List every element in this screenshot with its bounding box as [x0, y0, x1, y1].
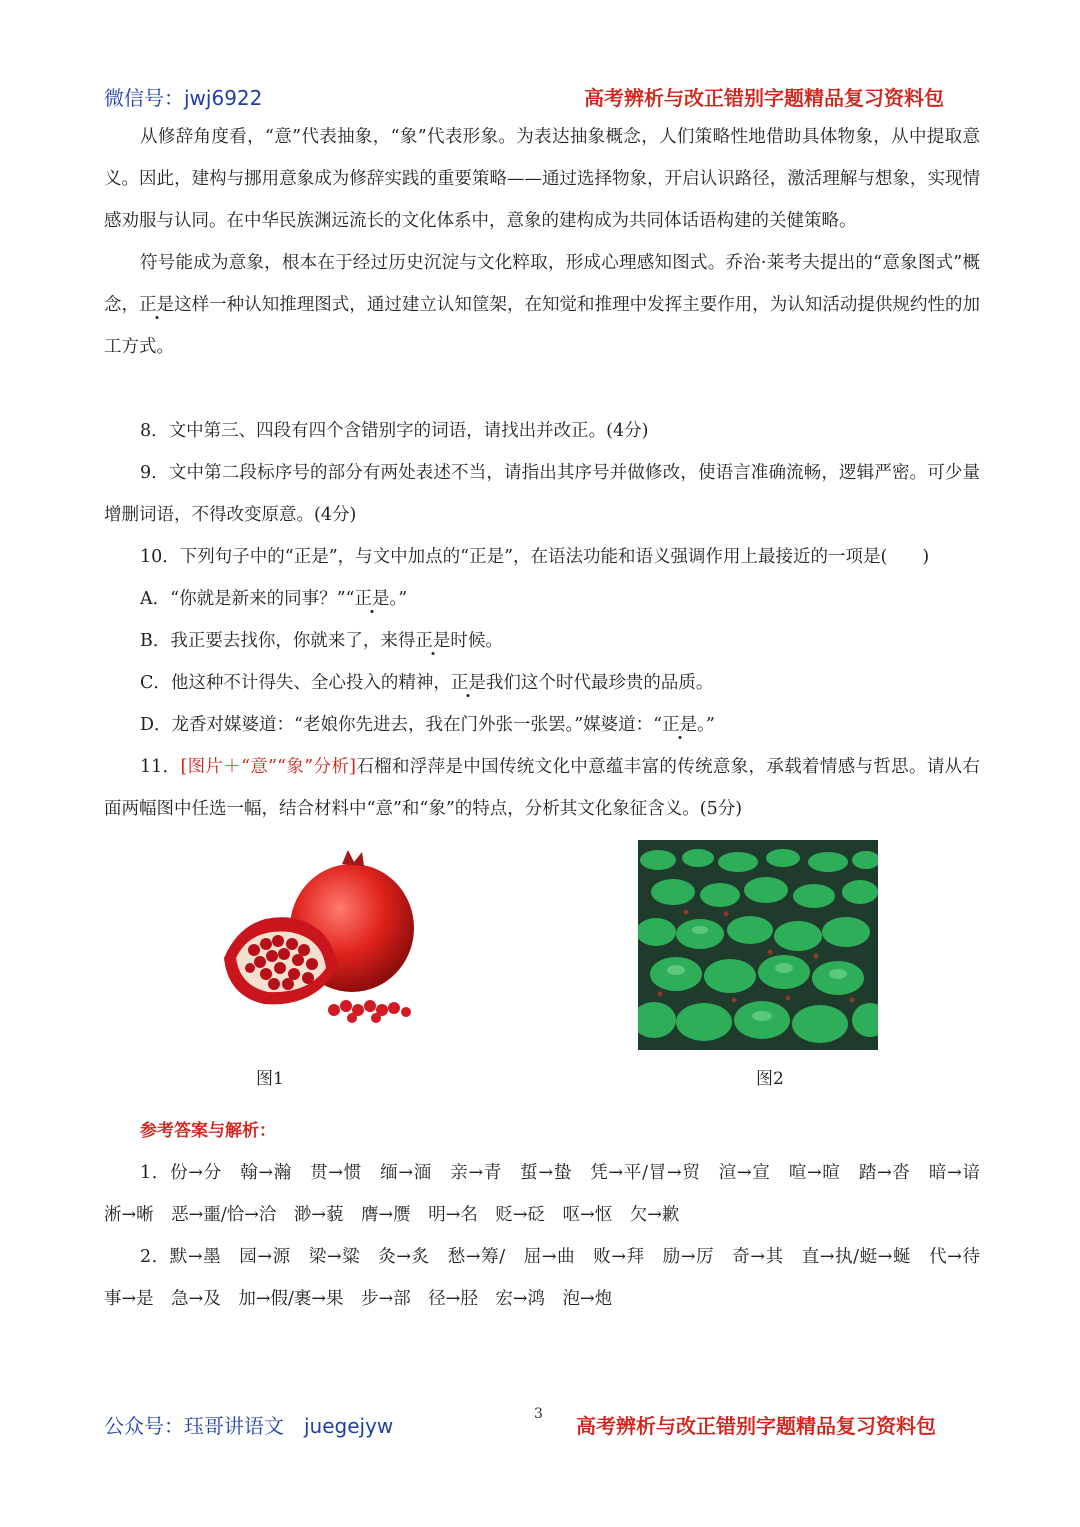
option-b-text-a: B．我正要去找你，你就来了，来得 — [140, 631, 416, 651]
question-10: 10．下列句子中的“正是”，与文中加点的“正是”，在语法功能和语义强调作用上最接近的一项是( ) — [140, 547, 930, 567]
paragraph-2-text-a: 符号能成为意象，根本在于经过历史沉淀与文化粹取，形成心理感知图式。乔治·莱考夫提出的“意象图式”概念， — [104, 253, 980, 315]
pomegranate-image — [214, 840, 434, 1040]
footer-account: 公众号：珏哥讲语文 juegejyw — [104, 1414, 394, 1438]
option-d — [104, 704, 980, 746]
question-11-tag: [图片＋“意”“象”分析] — [180, 757, 356, 777]
figure-1-caption: 图1 — [256, 1069, 284, 1089]
option-b — [104, 620, 980, 662]
paragraph-2-text-b: 这样一种认知推理图式，通过建立认知筐架，在知觉和推理中发挥主要作用，为认知活动提供规约性的加工方式。 — [104, 295, 981, 357]
option-c-text-a: C．他这种不计得失、全心投入的精神， — [140, 673, 451, 693]
figure-row — [104, 840, 980, 1110]
footer-title: 高考辨析与改正错别字题精品复习资料包 — [576, 1414, 936, 1438]
document-body — [104, 116, 998, 1320]
option-d-dotted: 正是 — [662, 715, 698, 735]
option-a-text-a: A．“你就是新来的同事？”“ — [140, 589, 355, 609]
spacer — [104, 368, 980, 410]
option-d-text-b: 。” — [697, 715, 715, 735]
duckweed-image — [638, 840, 878, 1050]
paragraph-2 — [104, 242, 980, 368]
paragraph-1: 从修辞角度看，“意”代表抽象，“象”代表形象。为表达抽象概念，人们策略性地借助具体物象，从中提取意义。因此，建构与挪用意象成为修辞实践的重要策略——通过选择物象，开启认识路径，激活理解与想象，实现情感劝服与认同。在中华民族渊远流长的文化体系中，意象的建构成为共同体话语构建的关健策略。 — [104, 127, 980, 231]
question-11-number: 11． — [140, 757, 181, 777]
option-c — [104, 662, 980, 704]
answer-2: 2．默→墨 园→源 梁→粱 灸→炙 愁→筹/ 屈→曲 败→拜 励→厉 奇→其 直→执/蜓→蜒 代→待 事→是 急→及 加→假/裹→果 步→部 径→胫 宏→鸿 泡→炮 — [104, 1247, 998, 1309]
option-c-dotted: 正是 — [450, 673, 486, 693]
answer-1: 1．份→分 翰→瀚 贯→惯 缅→湎 亲→青 蜇→蛰 凭→平/冒→贸 渲→宣 喧→暄 踏→沓 暗→谙 淅→晰 恶→噩/恰→洽 渺→藐 膺→赝 明→名 贬→砭 呕→怄 欠→歉 — [104, 1163, 998, 1225]
header-wechat-id: 微信号：jwj6922 — [104, 86, 263, 110]
page-number: 3 — [534, 1406, 543, 1422]
dotted-word-zhengshi: 正是 — [139, 295, 175, 315]
option-d-text-a: D．龙香对媒婆道：“老娘你先进去，我在门外张一张罢。”媒婆道：“ — [140, 715, 663, 735]
question-11-text: 石榴和浮萍是中国传统文化中意蕴丰富的传统意象，承载着情感与哲思。请从右面两幅图中任选一幅，结合材料中“意”和“象”的特点，分析其文化象征含义。(5分) — [104, 757, 980, 819]
option-a-dotted: 正是 — [354, 589, 390, 609]
option-b-text-b: 时候。 — [450, 631, 503, 651]
answers-title: 参考答案与解析： — [140, 1121, 276, 1141]
option-b-dotted: 正是 — [415, 631, 451, 651]
option-c-text-b: 我们这个时代最珍贵的品质。 — [485, 673, 714, 693]
option-a-text-b: 。” — [389, 589, 408, 609]
figure-2-caption: 图2 — [756, 1069, 784, 1089]
question-9: 9．文中第二段标序号的部分有两处表述不当，请指出其序号并做修改，使语言准确流畅，逻辑严密。可少量增删词语，不得改变原意。(4分) — [104, 463, 980, 525]
question-11 — [104, 746, 980, 830]
question-8: 8．文中第三、四段有四个含错别字的词语，请找出并改正。(4分) — [140, 421, 649, 441]
header-title: 高考辨析与改正错别字题精品复习资料包 — [584, 86, 944, 110]
option-a — [104, 578, 980, 620]
